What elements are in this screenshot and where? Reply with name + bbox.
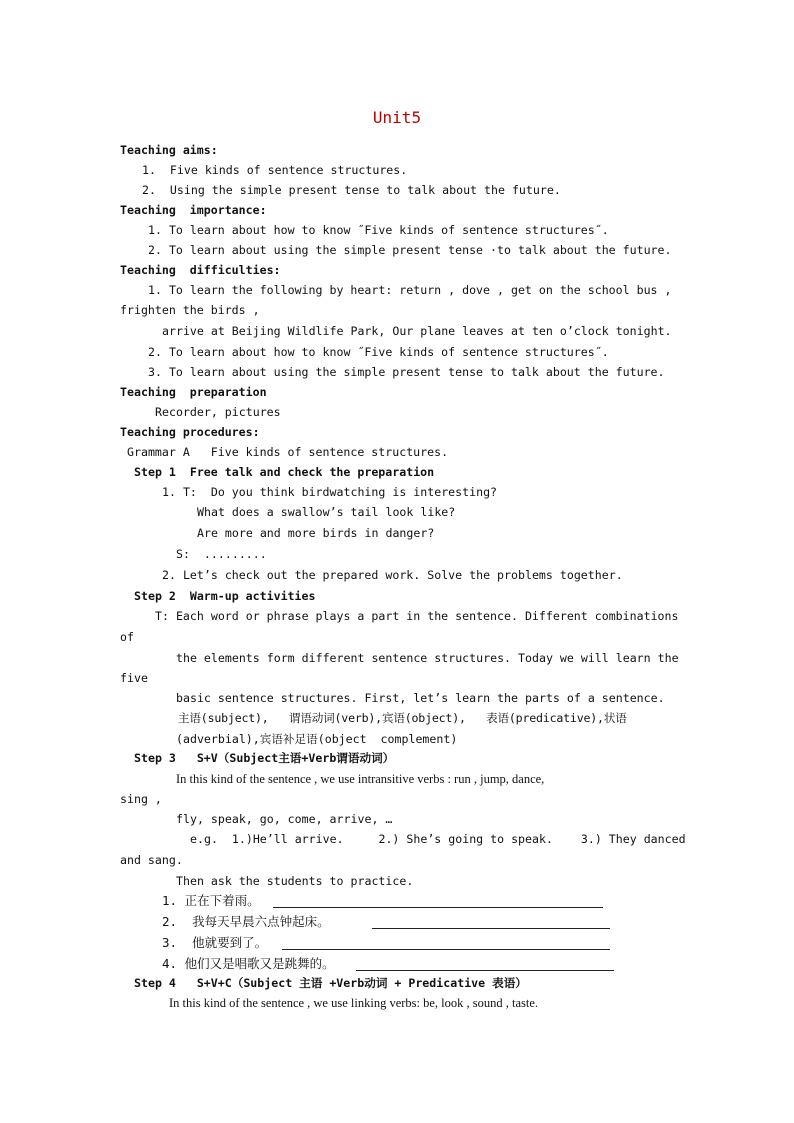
step2-sentence-parts: 主语(subject), 谓语动词(verb),宾语(object), 表语(predicative),状语 xyxy=(178,711,627,725)
step1-question-1: 1. T: Do you think birdwatching is interesting? xyxy=(162,485,498,499)
exercise-2-answer-blank[interactable] xyxy=(372,928,610,929)
difficulties-item-2: 2. To learn about how to know ˝Five kinds of sentence structures˝. xyxy=(148,345,609,359)
preparation-content: Recorder, pictures xyxy=(155,405,281,419)
importance-item-2: 2. To learn about using the simple present tense ·to talk about the future. xyxy=(148,243,672,257)
step1-question-3: Are more and more birds in danger? xyxy=(197,526,435,540)
aims-item-1: 1. Five kinds of sentence structures. xyxy=(142,163,408,177)
step2-sentence-parts-cont: (adverbial),宾语补足语(object complement) xyxy=(176,732,458,746)
step3-para-1-wrap: sing , xyxy=(120,792,162,806)
step2-para-1-wrap: of xyxy=(120,630,134,644)
exercise-4-answer-blank[interactable] xyxy=(356,970,614,971)
step2-para-3: basic sentence structures. First, let’s learn the parts of a sentence. xyxy=(176,691,665,705)
difficulties-item-1-cont: arrive at Beijing Wildlife Park, Our plane leaves at ten o’clock tonight. xyxy=(162,324,672,338)
step3-practice-intro: Then ask the students to practice. xyxy=(176,874,414,888)
exercise-2: 2. 我每天早晨六点钟起床。 xyxy=(162,914,330,929)
grammar-line: Grammar A Five kinds of sentence structures. xyxy=(127,445,449,459)
difficulties-item-3: 3. To learn about using the simple present tense to talk about the future. xyxy=(148,365,665,379)
step1-item-2: 2. Let’s check out the prepared work. Solve the problems together. xyxy=(162,568,623,582)
exercise-4: 4. 他们又是唱歌又是跳舞的。 xyxy=(162,956,335,971)
preparation-heading: Teaching preparation xyxy=(120,385,267,399)
page-title: Unit5 xyxy=(372,108,422,127)
step2-heading: Step 2 Warm-up activities xyxy=(134,589,316,603)
exercise-3: 3. 他就要到了。 xyxy=(162,935,268,950)
difficulties-item-1-wrap: frighten the birds , xyxy=(120,303,260,317)
step4-heading: Step 4 S+V+C（Subject 主语 +Verb动词 + Predicative 表语） xyxy=(134,976,527,990)
exercise-1: 1. 正在下着雨。 xyxy=(162,893,260,908)
step2-para-1: T: Each word or phrase plays a part in the sentence. Different combinations xyxy=(155,609,679,623)
step3-verbs-list: fly, speak, go, come, arrive, … xyxy=(176,812,393,826)
step2-para-2: the elements form different sentence structures. Today we will learn the xyxy=(176,651,679,665)
step1-heading: Step 1 Free talk and check the preparation xyxy=(134,465,435,479)
step4-para-1: In this kind of the sentence , we use linking verbs: be, look , sound , taste. xyxy=(169,996,539,1010)
difficulties-item-1: 1. To learn the following by heart: return , dove , get on the school bus , xyxy=(148,283,672,297)
importance-heading: Teaching importance: xyxy=(120,203,267,217)
procedures-heading: Teaching procedures: xyxy=(120,425,260,439)
aims-heading: Teaching aims: xyxy=(120,143,218,157)
step2-para-2-wrap: five xyxy=(120,671,148,685)
aims-item-2: 2. Using the simple present tense to talk about the future. xyxy=(142,183,561,197)
exercise-1-answer-blank[interactable] xyxy=(273,907,603,908)
importance-item-1: 1. To learn about how to know ˝Five kinds of sentence structures˝. xyxy=(148,223,609,237)
step1-student-answer: S: ......... xyxy=(176,547,267,561)
step3-heading: Step 3 S+V（Subject主语+Verb谓语动词） xyxy=(134,751,395,765)
step3-examples: e.g. 1.)He’ll arrive. 2.) She’s going to speak. 3.) They danced xyxy=(190,832,686,846)
step3-para-1: In this kind of the sentence , we use intransitive verbs : run , jump, dance, xyxy=(176,772,545,786)
difficulties-heading: Teaching difficulties: xyxy=(120,263,281,277)
step1-question-2: What does a swallow’s tail look like? xyxy=(197,505,456,519)
step3-examples-wrap: and sang. xyxy=(120,853,183,867)
exercise-3-answer-blank[interactable] xyxy=(282,949,610,950)
